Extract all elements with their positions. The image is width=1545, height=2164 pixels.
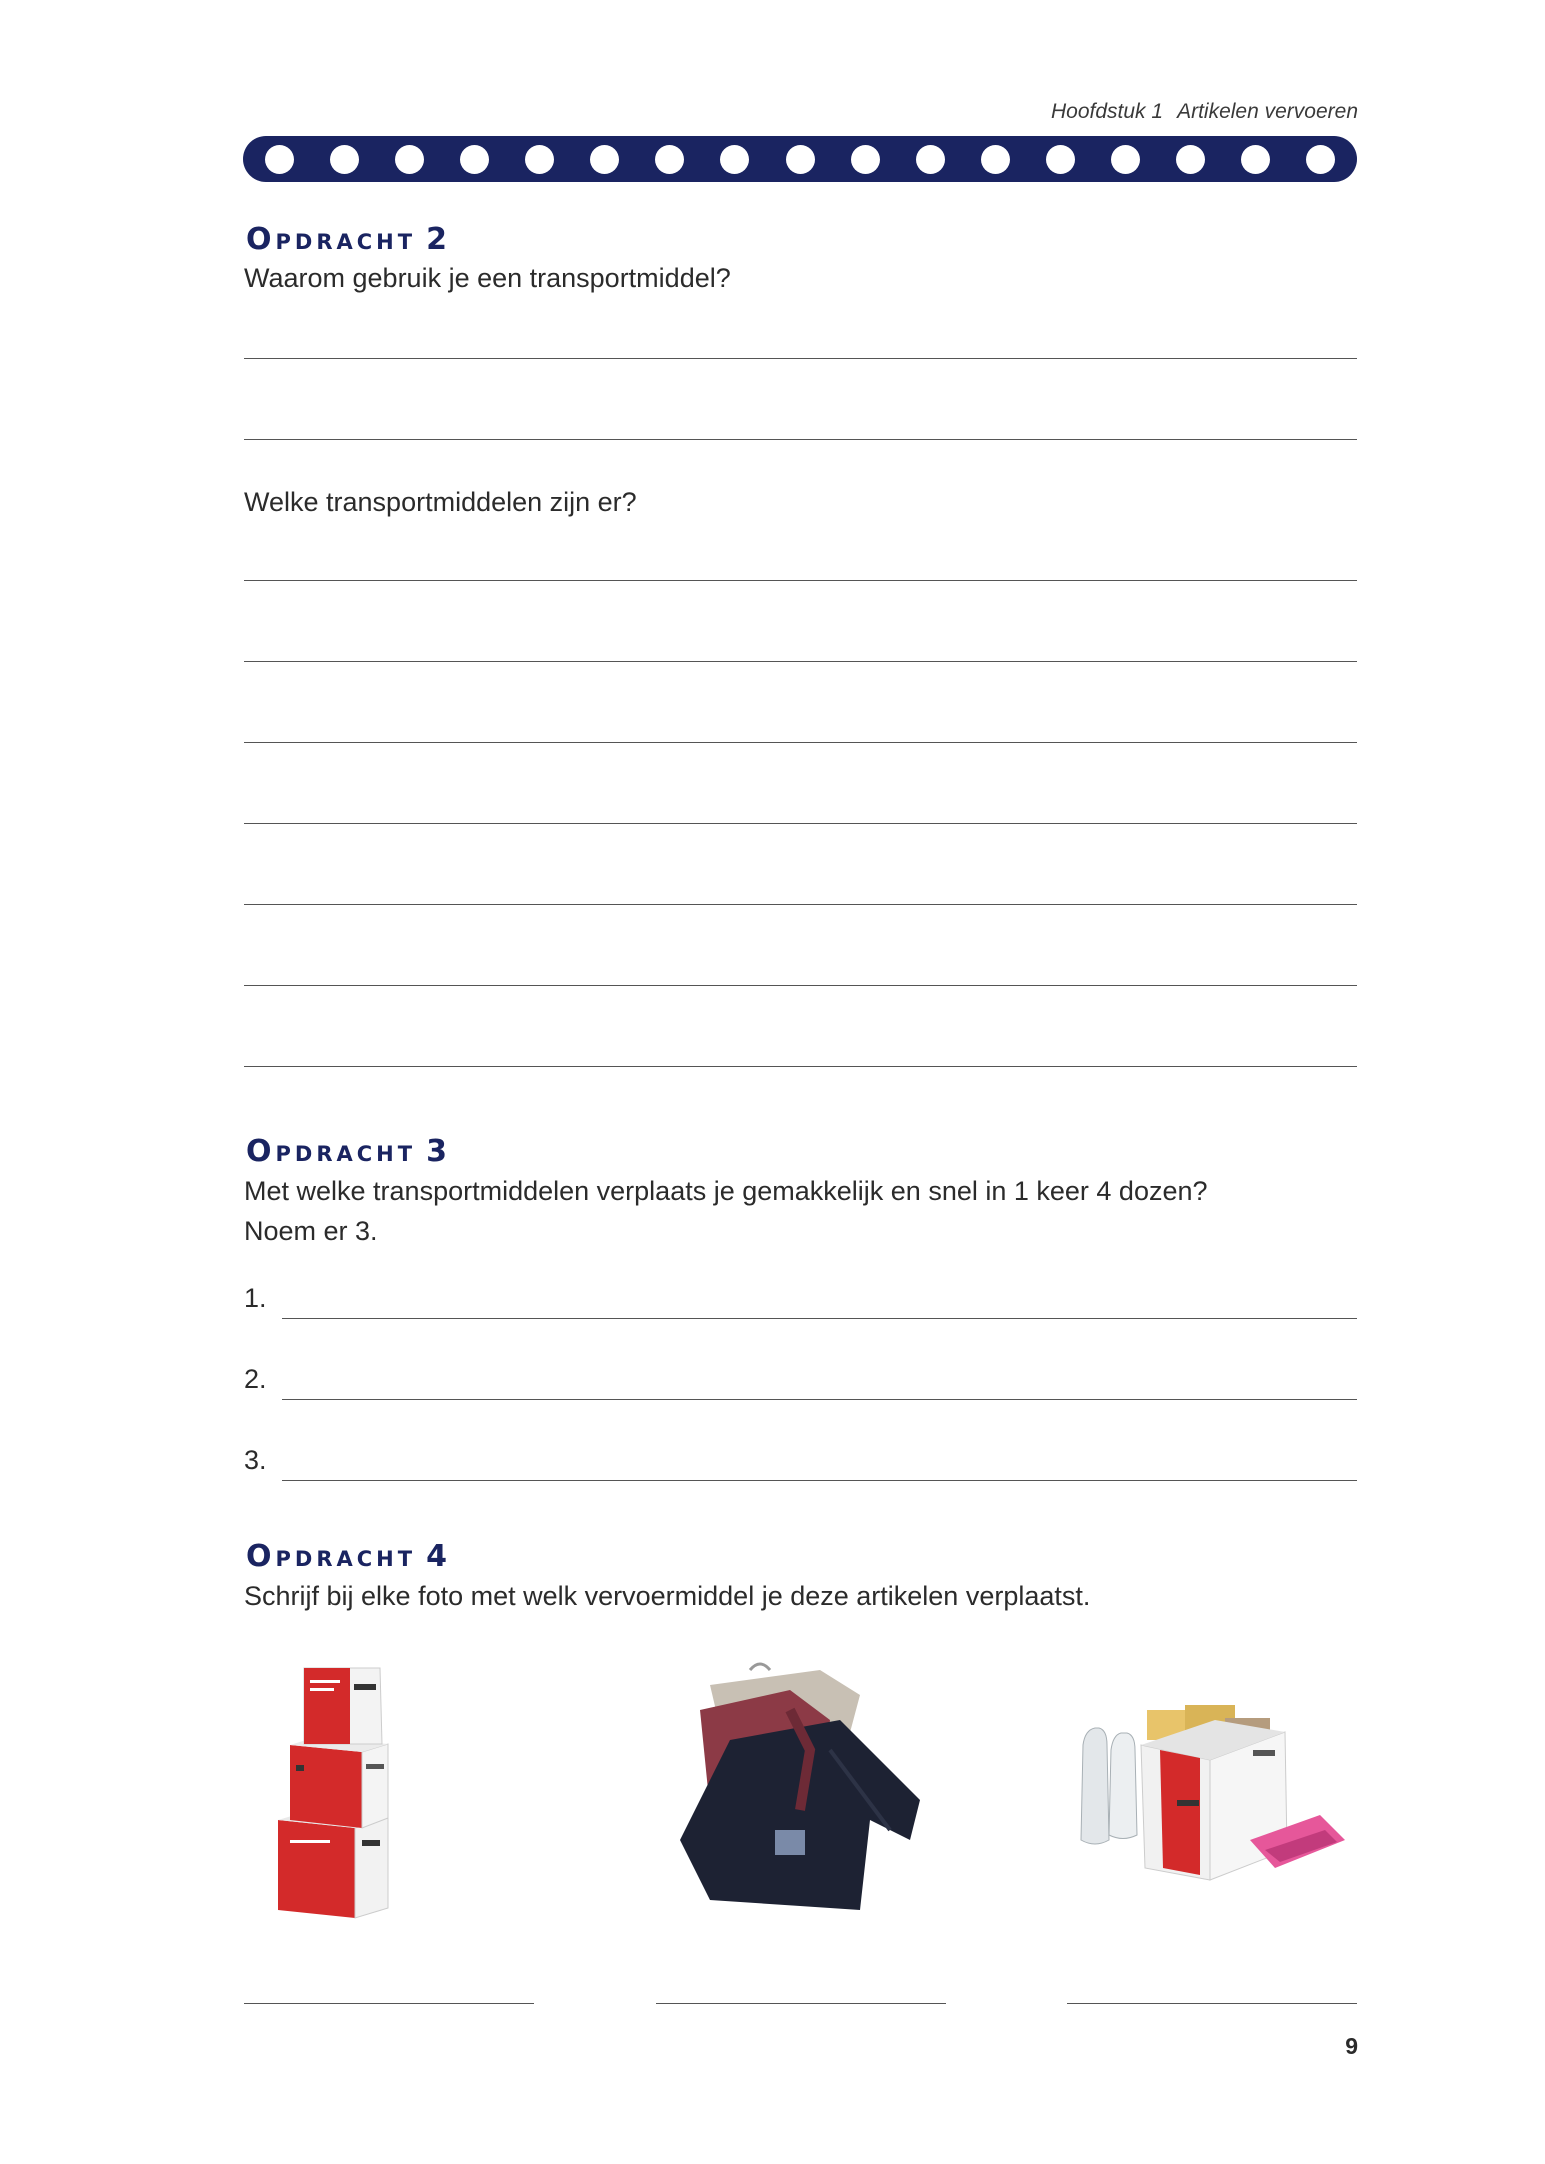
assignment-2-question-2: Welke transportmiddelen zijn er?	[244, 487, 637, 517]
answer-line[interactable]	[1067, 2003, 1357, 2004]
answer-line[interactable]	[244, 661, 1357, 662]
assignment-title-number: 4	[426, 1539, 451, 1574]
answer-line[interactable]	[282, 1399, 1357, 1400]
dot	[525, 145, 554, 174]
clothes-on-hangers-photo	[670, 1650, 930, 1920]
assignment-2-question-1: Waarom gebruik je een transportmiddel?	[244, 263, 731, 293]
dot	[1046, 145, 1075, 174]
assignment-title-word: Opdracht	[246, 1539, 417, 1574]
assignment-3-question-line-1: Met welke transportmiddelen verplaats je gemakkelijk en snel in 1 keer 4 dozen?	[244, 1176, 1208, 1206]
dot	[655, 145, 684, 174]
dot	[590, 145, 619, 174]
assignment-title-number: 3	[426, 1134, 451, 1169]
dot	[1176, 145, 1205, 174]
answer-line[interactable]	[244, 985, 1357, 986]
assignment-3-title	[246, 1134, 451, 1169]
dot	[395, 145, 424, 174]
dot	[330, 145, 359, 174]
dot	[265, 145, 294, 174]
assignment-title-word: Opdracht	[246, 222, 417, 257]
answer-line[interactable]	[244, 904, 1357, 905]
assignment-2-title	[246, 222, 451, 257]
box-with-bottles-and-goods-photo	[1075, 1690, 1355, 1890]
assignment-3-question-line-2: Noem er 3.	[244, 1216, 378, 1246]
page-number: 9	[1345, 2033, 1358, 2059]
answer-line[interactable]	[656, 2003, 946, 2004]
answer-line[interactable]	[244, 439, 1357, 440]
assignment-title-number: 2	[426, 222, 451, 257]
answer-line[interactable]	[244, 2003, 534, 2004]
answer-line[interactable]	[282, 1318, 1357, 1319]
running-header	[1051, 100, 1358, 124]
numbered-answer-row[interactable]	[244, 1364, 1357, 1404]
dot	[981, 145, 1010, 174]
dot	[720, 145, 749, 174]
dot	[1306, 145, 1335, 174]
numbered-answer-row[interactable]	[244, 1283, 1357, 1323]
answer-line[interactable]	[244, 742, 1357, 743]
dot	[851, 145, 880, 174]
answer-line[interactable]	[282, 1480, 1357, 1481]
answer-line[interactable]	[244, 823, 1357, 824]
answer-line[interactable]	[244, 1066, 1357, 1067]
chapter-label: Hoofdstuk 1	[1051, 100, 1164, 123]
assignment-4-question: Schrijf bij elke foto met welk vervoermiddel je deze artikelen verplaatst.	[244, 1581, 1091, 1611]
assignment-4-title	[246, 1539, 451, 1574]
chapter-title: Artikelen vervoeren	[1177, 100, 1358, 123]
dot	[460, 145, 489, 174]
item-number: 2.	[244, 1364, 267, 1394]
assignment-title-word: Opdracht	[246, 1134, 417, 1169]
dot	[916, 145, 945, 174]
stacked-moving-boxes-photo	[270, 1660, 400, 1925]
dot	[1111, 145, 1140, 174]
dot	[1241, 145, 1270, 174]
item-number: 1.	[244, 1283, 267, 1313]
dot	[786, 145, 815, 174]
answer-line[interactable]	[244, 580, 1357, 581]
decorative-dot-bar	[243, 136, 1357, 182]
numbered-answer-row[interactable]	[244, 1445, 1357, 1485]
answer-line[interactable]	[244, 358, 1357, 359]
item-number: 3.	[244, 1445, 267, 1475]
